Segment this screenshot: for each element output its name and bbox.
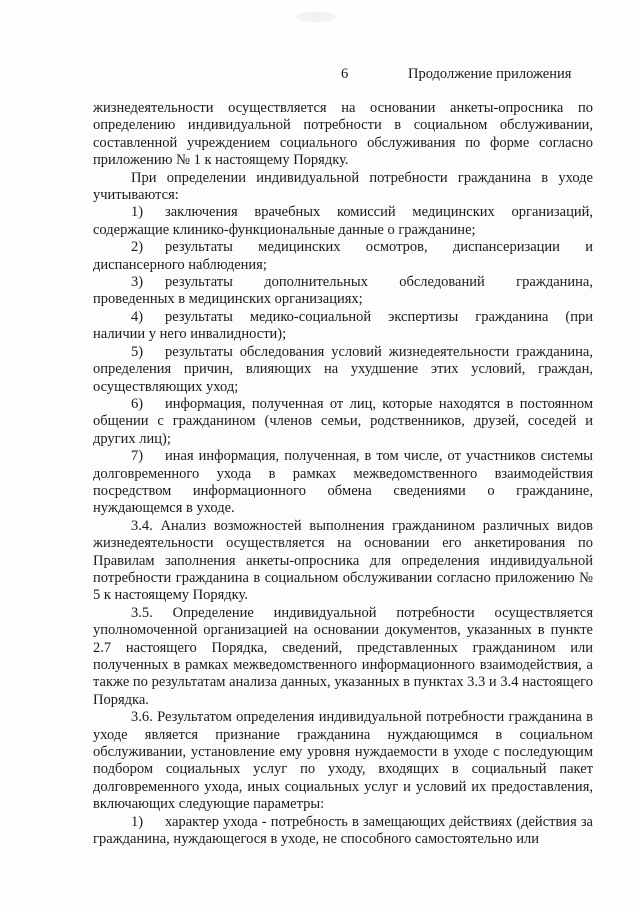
item-text: результаты медико-социальной экспертизы гражданина (при наличии у него инвалидности); — [93, 308, 593, 343]
item-text: результаты дополнительных обследований гражданина, проведенных в медицинских организациях; — [93, 274, 593, 308]
item-text: информация, полученная от лиц, которые находятся в постоянном общении с гражданином (членов семьи, родственников, друзей, соседей и других лиц); — [93, 395, 593, 447]
list-item — [93, 344, 593, 396]
item-number: 3) — [131, 274, 144, 291]
header-title: Продолжение приложения — [408, 66, 572, 82]
item-number: 2) — [131, 239, 144, 256]
item-text: результаты медицинских осмотров, диспансеризации и диспансерного наблюдения; — [93, 239, 593, 273]
document-body — [93, 100, 593, 848]
list-item — [93, 204, 593, 239]
item-number: 7) — [131, 448, 144, 465]
item-text: заключения врачебных комиссий медицинских организаций, содержащие клинико-функциональные данные о гражданине; — [93, 204, 593, 238]
item-number: 6) — [131, 395, 144, 412]
item-text: характер ухода - потребность в замещающих действиях (действия за гражданина, нуждающегося в уходе, не способного самостоятельно или — [93, 813, 593, 848]
paragraph: 3.4. Анализ возможностей выполнения гражданином различных видов жизнедеятельности осуществляется на основании его анкетирования по Правилам заполнения анкеты-опросника для определения индивидуальной потребности гражданина в социальном обслуживании согласно приложению № 5 к настоящему Порядку. — [93, 517, 593, 604]
list-item — [93, 309, 593, 344]
list-item — [93, 396, 593, 448]
item-number: 5) — [131, 343, 144, 360]
list-item — [93, 274, 593, 309]
page-header — [0, 66, 640, 84]
paragraph: жизнедеятельности осуществляется на основании анкеты-опросника по определению индивидуальной потребности в социальном обслуживании, составленной учреждением социального обслуживания по форме согласно приложению № 1 к настоящему Порядку. — [93, 100, 593, 169]
paragraph: 3.6. Результатом определения индивидуальной потребности гражданина в уходе является признание гражданина нуждающимся в социальном обслуживании, установление ему уровня нуждаемости в уходе с последующим подбором социальных услуг по уходу, входящих в социальный пакет долговременного ухода, иных социальных услуг и условий их предоставления, включающих следующие параметры: — [93, 709, 593, 813]
list-item — [93, 239, 593, 274]
scan-smudge — [296, 12, 336, 22]
paragraph: При определении индивидуальной потребности гражданина в уходе учитываются: — [93, 169, 593, 204]
item-number: 1) — [131, 813, 144, 830]
list-item — [93, 814, 593, 849]
list-item — [93, 448, 593, 518]
item-number: 4) — [131, 308, 144, 325]
page-number: 6 — [341, 66, 349, 82]
paragraph: 3.5. Определение индивидуальной потребности осуществляется уполномоченной организацией на основании документов, указанных в пункте 2.7 настоящего Порядка, сведений, представленных гражданином или полученных в рамках межведомственного информационного взаимодействия, а также по результатам анализа данных, указанных в пунктах 3.3 и 3.4 настоящего Порядка. — [93, 604, 593, 708]
item-text: иная информация, полученная, в том числе, от участников системы долговременного ухода в рамках межведомственного взаимодействия посредством информационного обмена сведениями о гражданине, нуждающемся в уходе. — [93, 448, 593, 517]
item-text: результаты обследования условий жизнедеятельности гражданина, определения причин, влияющих на ухудшение этих условий, граждан, осуществляющих уход; — [93, 343, 593, 395]
item-number: 1) — [131, 204, 144, 221]
